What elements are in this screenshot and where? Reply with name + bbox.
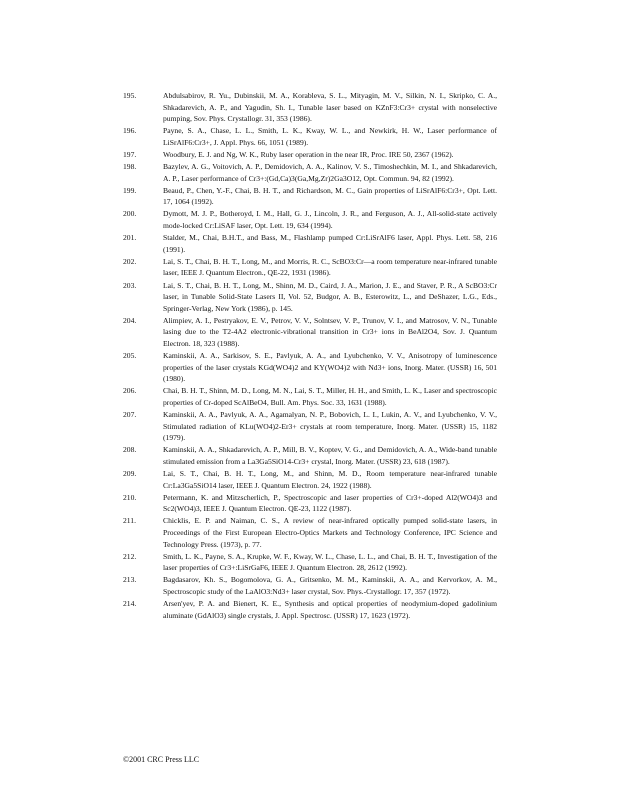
reference-item	[123, 444, 497, 467]
reference-text: Chai, B. H. T., Shinn, M. D., Long, M. N., Lai, S. T., Miller, H. H., and Smith, L. K., Laser and spectroscopic properties of Cr-doped ScAlBeO4, Bull. Am. Phys. Soc. 33, 1631 (1988).	[163, 386, 497, 407]
reference-number: 205.	[123, 351, 137, 361]
reference-item	[123, 315, 497, 350]
reference-item	[123, 350, 497, 385]
reference-item	[123, 515, 497, 550]
reference-number: 203.	[123, 280, 137, 290]
reference-number: 195.	[123, 91, 137, 100]
reference-text: Kaminskii, A. A., Shkadarevich, A. P., Mill, B. V., Koptev, V. G., and Demidovich, A. A., Wide-band tunable stimulated emission from a La3Ga5SiO14-Cr3+ crystal, Inorg. Mater. (USSR) 23, 618 (1987).	[163, 445, 497, 466]
reference-text: Bagdasarov, Kh. S., Bogomolova, G. A., Gritsenko, M. M., Kaminskii, A. A., and Kervorkov, A. M., Spectroscopic study of the LaAlO3:Nd3+ laser crystal, Sov. Phys.-Crystallogr. 17, 357 (1972).	[163, 575, 497, 596]
reference-number: 210.	[123, 492, 137, 502]
reference-item	[123, 598, 497, 621]
reference-text: Woodbury, E. J. and Ng, W. K., Ruby laser operation in the near IR, Proc. IRE 50, 2367 (1962).	[163, 149, 454, 159]
reference-number: 209.	[123, 469, 137, 478]
reference-item	[123, 256, 497, 279]
reference-number: 202.	[123, 256, 137, 266]
reference-number: 208.	[123, 445, 137, 455]
reference-number: 197.	[123, 149, 137, 159]
reference-text: Alimpiev, A. I., Pestryakov, E. V., Petrov, V. V., Solntsev, V. P., Trunov, V. I., and Matrosov, V. N., Tunable lasing due to the T2-4A2 electronic-vibrational transition in Cr3+ ions in BeAl2O4, Sov. J. Quantum Electron. 18, 323 (1988).	[163, 315, 497, 348]
reference-item	[123, 149, 497, 161]
reference-item	[123, 551, 497, 574]
reference-text: Lai, S. T., Chai, B. H. T., Long, M., Shinn, M. D., Caird, J. A., Marion, J. E., and Staver, P. R., A ScBO3:Cr laser, in Tunable Solid-State Lasers II, Vol. 52, Budgor, A. B., Esterowitz, L., and DeShazer, L.G., Eds., Springer-Verlag, New York (1986), p. 145.	[163, 280, 497, 313]
reference-text: Chicklis, E. P. and Naiman, C. S., A review of near-infrared optically pumped solid-state lasers, in Proceedings of the First European Electro-Optics Markets and Technology Conference, IPC Science and Technology Press. (1973), p. 77.	[163, 516, 497, 549]
reference-text: Lai, S. T., Chai, B. H. T., Long, M., and Shinn, M. D., Room temperature near-infrared tunable Cr:La3Ga5SiO14 laser, IEEE J. Quantum Electron. 24, 1922 (1988).	[163, 469, 497, 490]
reference-number: 204.	[123, 315, 137, 325]
reference-item	[123, 185, 497, 208]
reference-text: Abdulsabirov, R. Yu., Dubinskii, M. A., Korableva, S. L., Mityagin, M. V., Silkin, N. I., Skripko, C. A., Shkadarevich, A. P., and Yagudin, Sh. I., Tunable laser based on KZnF3:Cr3+ crystal with nonselective pumping, Sov. Phys. Crystallogr. 31, 353 (1986).	[163, 91, 497, 124]
reference-text: Dymott, M. J. P., Botheroyd, I. M., Hall, G. J., Lincoln, J. R., and Ferguson, A. J., All-solid-state actively mode-locked Cr:LiSAF laser, Opt. Lett. 19, 634 (1994).	[163, 209, 497, 231]
reference-number: 214.	[123, 599, 137, 609]
reference-text: Payne, S. A., Chase, L. L., Smith, L. K., Kway, W. L., and Newkirk, H. W., Laser performance of LiSrAlF6:Cr3+, J. Appl. Phys. 66, 1051 (1989).	[163, 126, 497, 147]
reference-text: Arsen'yev, P. A. and Bienert, K. E., Synthesis and optical properties of neodymium-doped gadolinium aluminate (GdAlO3) single crystals, J. Appl. Spectrosc. (USSR) 17, 1623 (1972).	[163, 599, 497, 620]
reference-text: Stalder, M., Chai, B.H.T., and Bass, M., Flashlamp pumped Cr:LiSrAlF6 laser, Appl. Phys. Lett. 58, 216 (1991).	[163, 233, 497, 254]
reference-number: 200.	[123, 209, 137, 219]
reference-number: 201.	[123, 233, 137, 243]
reference-item	[123, 90, 497, 125]
reference-number: 198.	[123, 162, 137, 172]
reference-text: Bazylev, A. G., Voitovich, A. P., Demidovich, A. A., Kalinov, V. S., Timoshechkin, M. I., and Shkadarevich, A. P., Laser performance of Cr3+:(Gd,Ca)3(Ga,Mg,Zr)2Ga3O12, Opt. Commun. 94, 82 (1992).	[163, 162, 497, 183]
reference-item	[123, 468, 497, 491]
reference-number: 207.	[123, 410, 137, 420]
reference-number: 211.	[123, 516, 137, 526]
reference-item	[123, 492, 497, 515]
reference-item	[123, 232, 497, 255]
reference-item	[123, 280, 497, 315]
reference-text: Beaud, P., Chen, Y.-F., Chai, B. H. T., and Richardson, M. C., Gain properties of LiSrAlF6:Cr3+, Opt. Lett. 17, 1064 (1992).	[163, 185, 497, 207]
reference-number: 206.	[123, 386, 137, 396]
reference-text: Kaminskii, A. A., Sarkisov, S. E., Pavlyuk, A. A., and Lyubchenko, V. V., Anisotropy of luminescence properties of the laser crystals KGd(WO4)2 and KY(WO4)2 with Nd3+ ions, Inorg. Mater. (USSR) 16, 501 (1980).	[163, 351, 497, 384]
reference-item	[123, 161, 497, 184]
reference-text: Kaminskii, A. A., Pavlyuk, A. A., Agamalyan, N. P., Bobovich, L. I., Lukin, A. V., and Lyubchenko, V. V., Stimulated radiation of KLu(WO4)2-Er3+ crystals at room temperature, Inorg. Mater. (USSR) 15, 1182 (1979).	[163, 410, 497, 443]
reference-list	[123, 90, 497, 622]
reference-number: 196.	[123, 126, 137, 136]
reference-number: 213.	[123, 575, 137, 585]
reference-item	[123, 385, 497, 408]
reference-item	[123, 208, 497, 231]
copyright-footer: ©2001 CRC Press LLC	[123, 755, 200, 764]
reference-text: Smith, L. K., Payne, S. A., Krupke, W. F., Kway, W. L., Chase, L. L., and Chai, B. H. T., Investigation of the laser properties of Cr3+:LiSrGaF6, IEEE J. Quantum Electron. 28, 2612 (1992).	[163, 551, 497, 573]
reference-number: 212.	[123, 551, 137, 561]
reference-text: Petermann, K. and Mitzscherlich, P., Spectroscopic and laser properties of Cr3+-doped Al2(WO4)3 and Sc2(WO4)3, IEEE J. Quantum Electron. QE-23, 1122 (1987).	[163, 492, 497, 514]
reference-text: Lai, S. T., Chai, B. H. T., Long, M., and Morris, R. C., ScBO3:Cr—a room temperature near-infrared tunable laser, IEEE J. Quantum Electron., QE-22, 1931 (1986).	[163, 256, 497, 278]
reference-number: 199.	[123, 185, 137, 195]
reference-item	[123, 574, 497, 597]
reference-item	[123, 125, 497, 148]
reference-item	[123, 409, 497, 444]
